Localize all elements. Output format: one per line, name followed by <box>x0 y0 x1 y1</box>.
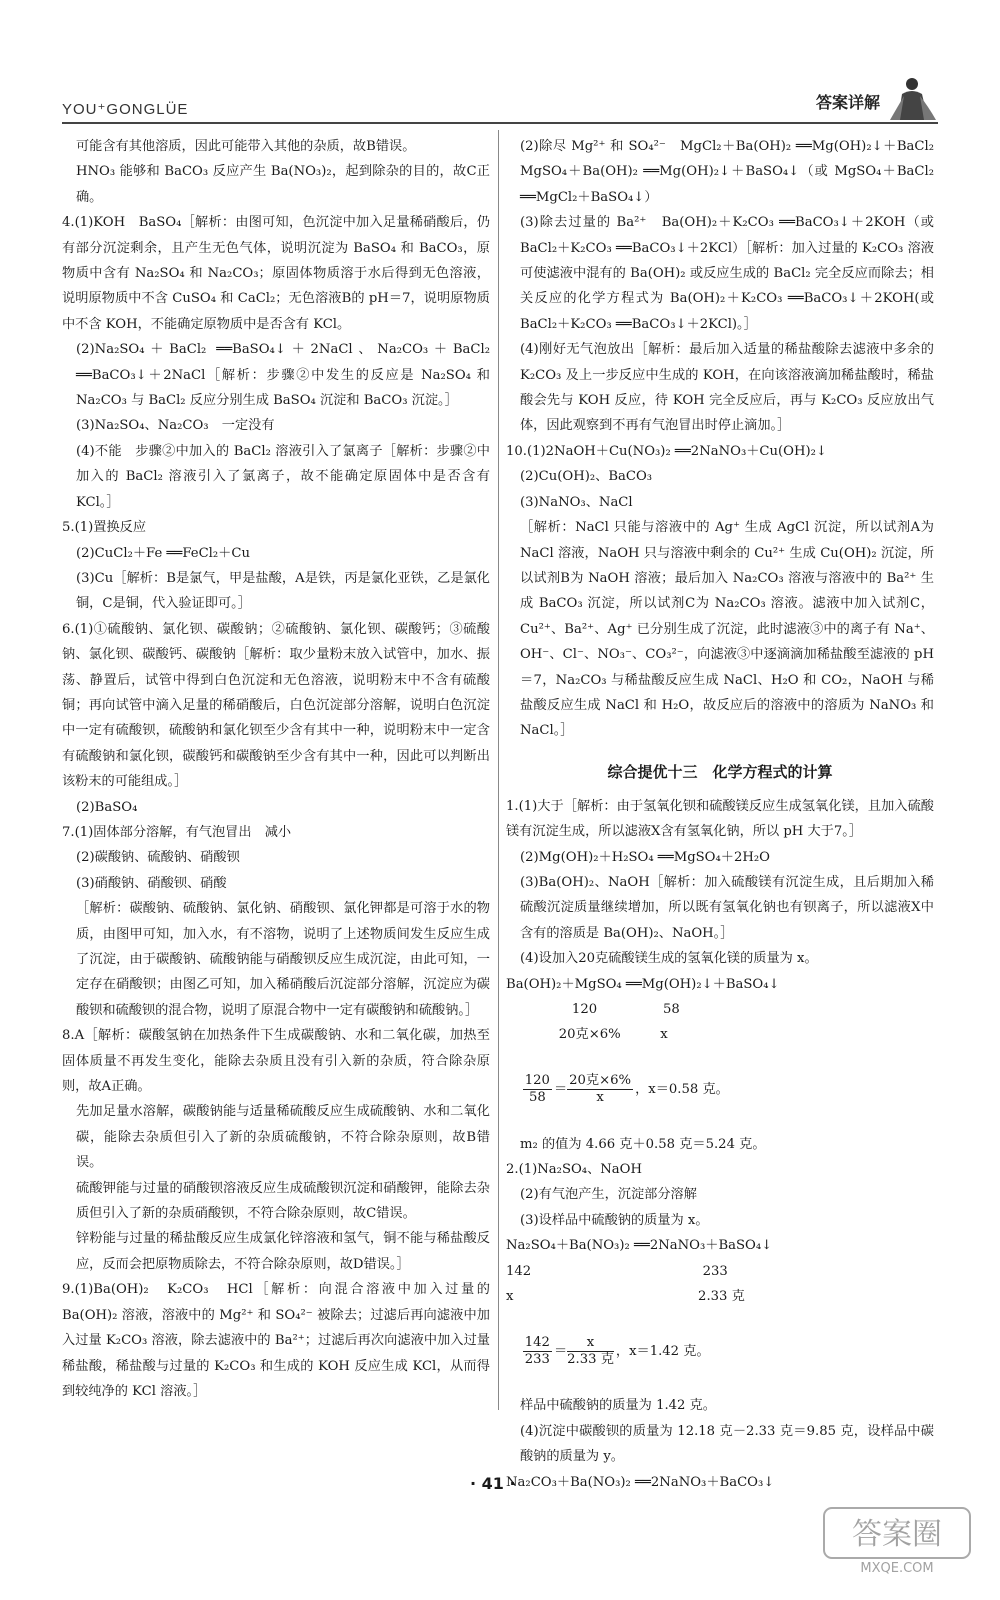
fraction-equation-1: $\frac{120}{58}$ ＝ $\frac{\text{20克×6\%}}{x}$ ，x＝0.58 克。 <box>524 1073 729 1106</box>
text-line: 9.(1)Ba(OH)₂ K₂CO₃ HCl［解析：向混合溶液中加入过量的 Ba(OH)₂ 溶液，溶液中的 Mg²⁺ 和 SO₄²⁻ 被除去；过滤后再向滤液中加入过量 K₂CO₃ 溶液，除去滤液中的 Ba²⁺；过滤后再次向滤液中加入过量稀盐酸，稀盐酸与过量的 K₂CO₃ 和生成的 KOH 反应生成 KCl，从而得到较纯净的 KCl 溶液。］ <box>62 1282 490 1399</box>
header-title: 答案详解 <box>815 93 880 112</box>
text-line: 8.A［解析：碳酸氢钠在加热条件下生成碳酸钠、水和二氧化碳，加热至固体质量不再发生变化，能除去杂质且没有引入新的杂质，符合除杂原则，故A正确。 <box>62 1028 490 1095</box>
text-line: 可能含有其他溶质，因此可能带入其他的杂质，故B错误。 <box>76 139 416 154</box>
text-line: (3)Cu［解析：B是氯气，甲是盐酸，A是铁，丙是氯化亚铁，乙是氯化铜，C是铜，代入验证即可。］ <box>76 570 490 612</box>
section-title: 综合提优十三 化学方程式的计算 <box>607 762 833 781</box>
text-line: (2)Mg(OH)₂＋H₂SO₄ ══MgSO₄＋2H₂O <box>520 849 770 865</box>
text-line: 样品中硫酸钠的质量为 1.42 克。 <box>520 1398 716 1414</box>
text-line: (2)BaSO₄ <box>76 799 138 815</box>
text-line: ［解析：NaCl 只能与溶液中的 Ag⁺ 生成 AgCl 沉淀，所以试剂A为 NaCl 溶液，NaOH 只与溶液中剩余的 Cu²⁺ 生成 Cu(OH)₂ 沉淀，所以试剂B为 NaOH 溶液；最后加入 Na₂CO₃ 溶液与溶液中的 Ba²⁺ 生成 BaCO₃ 沉淀，所以试剂C为 Na₂CO₃ 溶液。滤液中加入试剂C，Cu²⁺、Ba²⁺、Ag⁺ 已分别生成了沉淀，此时滤液③中的离子有 Na⁺、OH⁻、Cl⁻、NO₃⁻、CO₃²⁻，向滤液③中逐滴滴加稀盐酸至滤液的 pH＝7，Na₂CO₃ 与稀盐酸反应生成 NaCl、H₂O 和 CO₂，NaOH 与稀盐酸反应生成 NaCl 和 H₂O，故反应后的溶液中的溶质为 NaNO₃ 和 NaCl。］ <box>520 520 934 739</box>
text-line: 5.(1)置换反应 <box>62 520 147 536</box>
text-line: (4)沉淀中碳酸钡的质量为 12.18 克－2.33 克＝9.85 克，设样品中碳酸钠的质量为 y。 <box>520 1423 934 1465</box>
text-line: 锌粉能与过量的稀盐酸反应生成氯化锌溶液和氢气，铜不能与稀盐酸反应，反而会把原物质除去，不符合除杂原则，故D错误。］ <box>76 1231 490 1272</box>
text-line: 10.(1)2NaOH＋Cu(NO₃)₂ ══2NaNO₃＋Cu(OH)₂↓ <box>506 443 827 459</box>
text-line: (2)CuCl₂＋Fe ══FeCl₂＋Cu <box>76 545 250 561</box>
text-line: (2)Cu(OH)₂、BaCO₃ <box>520 469 653 485</box>
text-line: m₂ 的值为 4.66 克＋0.58 克＝5.24 克。 <box>520 1136 766 1152</box>
text-line: Ba(OH)₂＋MgSO₄ ══Mg(OH)₂↓＋BaSO₄↓ <box>506 976 780 992</box>
svg-text:答案圈: 答案圈 <box>852 1517 942 1552</box>
text-line: 先加足量水溶解，碳酸钠能与适量稀硫酸反应生成硫酸钠、水和二氧化碳，能除去杂质但引入了新的杂质硫酸钠，不符合除杂原则，故B错误。 <box>76 1104 490 1171</box>
text-line: (2)碳酸钠、硫酸钠、硝酸钡 <box>76 850 240 866</box>
text-line: Na₂CO₃＋Ba(NO₃)₂ ══2NaNO₃＋BaCO₃↓ <box>506 1474 775 1490</box>
text-line: (3)Na₂SO₄、Na₂CO₃ 一定没有 <box>76 418 275 434</box>
text-line: 142 233 <box>506 1263 728 1279</box>
text-line: 7.(1)固体部分溶解，有气泡冒出 减小 <box>62 824 292 840</box>
text-line: (4)不能 步骤②中加入的 BaCl₂ 溶液引入了氯离子［解析：步骤②中加入的 BaCl₂ 溶液引入了氯离子，故不能确定原固体中是否含有 KCl。］ <box>76 443 490 510</box>
text-line: ［解析：碳酸钠、硫酸钠、氯化钠、硝酸钡、氯化钾都是可溶于水的物质，由图甲可知，加入水，有不溶物，说明了上述物质间发生反应生成了沉淀，由于碳酸钠、硫酸钠能与硝酸钡反应生成沉淀，由此可知，一定存在硝酸钡；由图乙可知，加入稀硝酸后沉淀部分溶解，沉淀应为碳酸钡和硫酸钡的混合物，说明了原混合物中一定有碳酸钠和硫酸钠。］ <box>76 901 490 1018</box>
svg-text:MXQE.COM: MXQE.COM <box>860 1561 934 1576</box>
text-line: 6.(1)①硫酸钠、氯化钡、碳酸钠；②硫酸钠、氯化钡、碳酸钙；③硫酸钠、氯化钡、碳酸钙、碳酸钠［解析：取少量粉末放入试管中，加水、振荡、静置后，试管中得到白色沉淀和无色溶液，说明粉末中不含有硫酸铜；再向试管中滴入足量的稀硝酸后，白色沉淀部分溶解，说明白色沉淀中一定有硫酸钡，硫酸钠和氯化钡至少含有其中一种，说明粉末中一定含有硫酸钠和氯化钡，碳酸钙和碳酸钠至少含有其中一种，因此可以判断出该粉末的可能组成。］ <box>62 621 490 790</box>
text-line: (2)除尽 Mg²⁺ 和 SO₄²⁻ MgCl₂＋Ba(OH)₂ ══Mg(OH)₂↓＋BaCl₂ MgSO₄＋Ba(OH)₂ ══Mg(OH)₂↓＋BaSO₄↓（或 MgSO₄＋BaCl₂ ══MgCl₂＋BaSO₄↓） <box>520 139 948 205</box>
text-line: (4)设加入20克硫酸镁生成的氢氧化镁的质量为 x。 <box>520 951 818 967</box>
text-line: 4.(1)KOH BaSO₄［解析：由图可知，色沉淀中加入足量稀硝酸后，仍有部分沉淀剩余，且产生无色气体，说明沉淀为 BaSO₄ 和 BaCO₃，原物质中含有 Na₂SO₄ 和 Na₂CO₃；原固体物质溶于水后得到无色溶液，说明原物质中不含 CuSO₄ 和 CaCl₂；无色溶液B的 pH＝7，说明原物质中不含 KOH，不能确定原物质中是否含有 KCl。 <box>62 215 490 332</box>
text-line: (2)有气泡产生，沉淀部分溶解 <box>520 1187 697 1203</box>
header-figure-icon <box>888 76 938 120</box>
header-brand: YOU⁺GONGLÜE <box>62 101 189 118</box>
text-line: 1.(1)大于［解析：由于氢氧化钡和硫酸镁反应生成氢氧化镁，且加入硫酸镁有沉淀生成，所以滤液X含有氢氧化钠，所以 pH 大于7。］ <box>506 798 934 840</box>
text-line: 硫酸钾能与过量的硝酸钡溶液反应生成硫酸钡沉淀和硝酸钾，能除去杂质但引入了新的杂质硝酸钡，不符合除杂原则，故C错误。 <box>76 1180 490 1222</box>
text-line: HNO₃ 能够和 BaCO₃ 反应产生 Ba(NO₃)₂，起到除杂的目的，故C正确。 <box>76 164 490 205</box>
left-column <box>62 134 490 1404</box>
right-column <box>506 134 948 1495</box>
column-divider <box>498 130 499 1410</box>
text-line: (3)NaNO₃、NaCl <box>520 494 633 510</box>
text-line: (2)Na₂SO₄＋BaCl₂ ══BaSO₄↓＋2NaCl、Na₂CO₃＋BaCl₂ ══BaCO₃↓＋2NaCl［解析：步骤②中发生的反应是 Na₂SO₄ 和 Na₂CO₃ 与 BaCl₂ 反应分别生成 BaSO₄ 沉淀和 BaCO₃ 沉淀。］ <box>76 342 490 409</box>
text-line: (4)刚好无气泡放出［解析：最后加入适量的稀盐酸除去滤液中多余的 K₂CO₃ 及上一步反应中生成的 KOH，在向该溶液滴加稀盐酸时，稀盐酸会先与 KOH 反应，待 KOH 完全反应后，再与 K₂CO₃ 反应放出气体，因此观察到不再有气泡冒出时停止滴加。］ <box>520 342 934 434</box>
text-line: 120 58 <box>506 1002 680 1017</box>
text-line: (3)硝酸钠、硝酸钡、硝酸 <box>76 875 227 891</box>
site-logo <box>822 1506 972 1576</box>
header-rule <box>62 122 938 124</box>
text-line: 20克×6% x <box>506 1027 668 1043</box>
text-line: (3)Ba(OH)₂、NaOH［解析：加入硫酸镁有沉淀生成，且后期加入稀硫酸沉淀质量继续增加，所以既有氢氧化钠也有钡离子，所以滤液X中含有的溶质是 Ba(OH)₂、NaOH。］ <box>520 874 934 941</box>
page-number: · 41 · <box>470 1474 516 1493</box>
text-line: x 2.33 克 <box>506 1289 745 1305</box>
fraction-equation-2: $\frac{142}{233}$ ＝ $\frac{x}{\text{2.33 克}}$ ，x＝1.42 克。 <box>524 1334 710 1367</box>
text-line: Na₂SO₄＋Ba(NO₃)₂ ══2NaNO₃＋BaSO₄↓ <box>506 1238 773 1254</box>
text-line: (3)设样品中硫酸钠的质量为 x。 <box>520 1212 709 1228</box>
text-line: 2.(1)Na₂SO₄、NaOH <box>506 1162 642 1178</box>
text-line: (3)除去过量的 Ba²⁺ Ba(OH)₂＋K₂CO₃ ══BaCO₃↓＋2KOH（或 BaCl₂＋K₂CO₃ ══BaCO₃↓＋2KCl）［解析：加入过量的 K₂CO₃ 溶液可使滤液中混有的 Ba(OH)₂ 或反应生成的 BaCl₂ 完全反应而除去；相关反应的化学方程式为 Ba(OH)₂＋K₂CO₃ ══BaCO₃↓＋2KOH(或 BaCl₂＋K₂CO₃ ══BaCO₃↓＋2KCl)。］ <box>520 215 934 332</box>
